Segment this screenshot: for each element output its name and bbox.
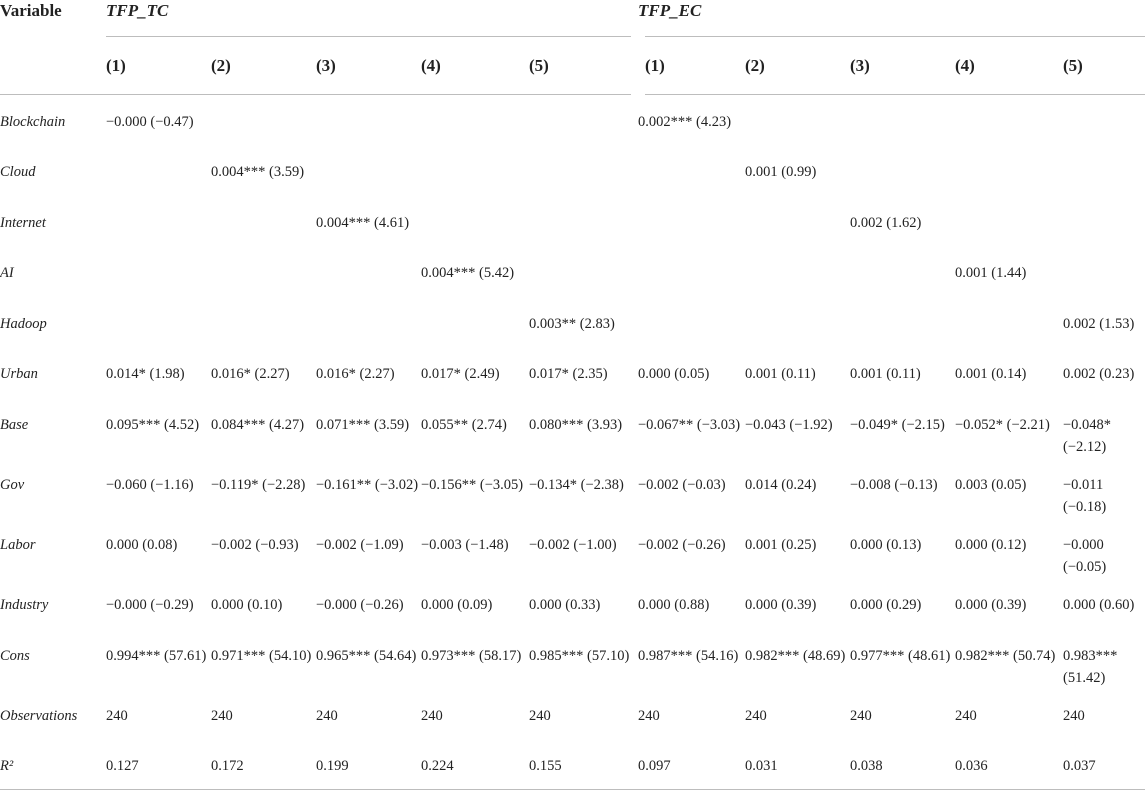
table-cell: −0.049* (−2.15) bbox=[850, 417, 945, 434]
table-cell bbox=[529, 246, 638, 297]
column-header: (3) bbox=[316, 37, 421, 95]
table-cell bbox=[421, 145, 529, 196]
table-row bbox=[0, 246, 1145, 297]
table-cell: −0.043 (−1.92) bbox=[745, 417, 833, 434]
table-cell: 0.000 (0.08) bbox=[106, 537, 178, 554]
table-cell: 0.971*** (54.10) bbox=[211, 647, 312, 664]
table-cell: 0.080*** (3.93) bbox=[529, 417, 623, 434]
table-cell: −0.060 (−1.16) bbox=[106, 477, 194, 494]
table-cell: −0.134* (−2.38) bbox=[529, 477, 624, 494]
table-cell: 0.973*** (58.17) bbox=[421, 647, 522, 664]
table-cell: 0.001 (1.44) bbox=[955, 265, 1027, 282]
table-cell bbox=[638, 246, 745, 297]
table-cell: 0.002 (0.23) bbox=[1063, 366, 1135, 383]
table-cell: 0.017* (2.49) bbox=[421, 366, 500, 383]
table-cell bbox=[106, 246, 211, 297]
table-cell: 0.004*** (3.59) bbox=[211, 164, 305, 181]
table-cell: −0.008 (−0.13) bbox=[850, 477, 938, 494]
table-cell: 240 bbox=[529, 707, 551, 724]
row-variable-name: Blockchain bbox=[0, 114, 66, 130]
table-cell: 0.000 (0.29) bbox=[850, 597, 922, 614]
table-cell: 0.002 (1.53) bbox=[1063, 315, 1135, 332]
table-cell: 0.000 (0.10) bbox=[211, 597, 283, 614]
row-variable-name: R² bbox=[0, 739, 106, 790]
table-cell bbox=[316, 95, 421, 146]
table-cell bbox=[106, 196, 211, 247]
table-cell: 0.036 bbox=[955, 739, 1063, 790]
table-cell: 0.000 (0.13) bbox=[850, 537, 922, 554]
row-variable-name: Cons bbox=[0, 647, 30, 664]
table-cell: 0.084*** (4.27) bbox=[211, 417, 305, 434]
table-cell: 0.985*** (57.10) bbox=[529, 647, 630, 664]
table-cell: −0.002 (−0.26) bbox=[638, 537, 726, 554]
table-cell bbox=[211, 246, 316, 297]
table-cell: 0.003 (0.05) bbox=[955, 477, 1027, 494]
table-cell: −0.067** (−3.03) bbox=[638, 417, 741, 434]
table-row bbox=[0, 578, 1145, 629]
table-cell: 0.155 bbox=[529, 739, 638, 790]
table-cell: 0.000 (0.12) bbox=[955, 537, 1027, 554]
column-header: (2) bbox=[211, 37, 316, 95]
column-header: (5) bbox=[1063, 37, 1145, 95]
header-blank bbox=[0, 37, 106, 95]
table-cell bbox=[316, 145, 421, 196]
table-cell: 0.965*** (54.64) bbox=[316, 647, 417, 664]
row-variable-name: Cloud bbox=[0, 164, 36, 181]
table-row bbox=[0, 95, 1145, 146]
table-cell bbox=[1063, 196, 1145, 247]
row-variable-name: Labor bbox=[0, 537, 36, 554]
row-variable-name: Hadoop bbox=[0, 315, 47, 332]
table-cell: −0.011 (−0.18) bbox=[1063, 477, 1107, 516]
table-cell bbox=[1063, 246, 1145, 297]
row-variable-name: Gov bbox=[0, 477, 25, 494]
group-header-tfp-ec: TFP_EC bbox=[638, 1, 702, 20]
table-cell bbox=[638, 297, 745, 348]
table-cell: 0.095*** (4.52) bbox=[106, 417, 200, 434]
table-cell: −0.002 (−1.09) bbox=[316, 537, 404, 554]
table-cell bbox=[316, 297, 421, 348]
table-cell: 0.127 bbox=[106, 739, 211, 790]
table-row bbox=[0, 689, 1145, 740]
table-cell: 0.172 bbox=[211, 739, 316, 790]
table-cell: 0.000 (0.09) bbox=[421, 597, 493, 614]
table-cell: −0.000 (−0.29) bbox=[106, 597, 194, 614]
table-cell: 0.001 (0.11) bbox=[850, 366, 921, 383]
table-cell: −0.002 (−1.00) bbox=[529, 537, 617, 554]
row-variable-name: Internet bbox=[0, 214, 46, 231]
table-cell: 0.224 bbox=[421, 739, 529, 790]
table-cell: 0.199 bbox=[316, 739, 421, 790]
table-cell: −0.119* (−2.28) bbox=[211, 477, 306, 494]
table-cell bbox=[316, 246, 421, 297]
table-cell: 0.000 (0.05) bbox=[638, 366, 710, 383]
table-cell bbox=[529, 196, 638, 247]
header-row-groups bbox=[0, 0, 1145, 37]
table-cell: −0.000 (−0.26) bbox=[316, 597, 404, 614]
table-cell bbox=[421, 95, 529, 146]
table-row bbox=[0, 739, 1145, 790]
table-cell: −0.000 (−0.47) bbox=[106, 114, 194, 130]
table-cell bbox=[745, 95, 850, 146]
table-cell: 240 bbox=[638, 707, 660, 724]
table-cell: 0.994*** (57.61) bbox=[106, 647, 207, 664]
table-cell: 0.000 (0.39) bbox=[745, 597, 817, 614]
table-cell bbox=[638, 145, 745, 196]
table-cell: 0.982*** (48.69) bbox=[745, 647, 846, 664]
table-row bbox=[0, 458, 1145, 518]
table-cell: 0.003** (2.83) bbox=[529, 315, 615, 332]
table-cell bbox=[745, 196, 850, 247]
table-cell: 0.014* (1.98) bbox=[106, 366, 185, 383]
row-variable-name: AI bbox=[0, 265, 14, 282]
table-cell bbox=[638, 196, 745, 247]
table-cell: 0.031 bbox=[745, 739, 850, 790]
table-row bbox=[0, 347, 1145, 398]
table-cell bbox=[745, 246, 850, 297]
table-cell: −0.002 (−0.93) bbox=[211, 537, 299, 554]
table-cell: −0.003 (−1.48) bbox=[421, 537, 509, 554]
table-cell: 0.983*** (51.42) bbox=[1063, 647, 1118, 686]
table-cell: 240 bbox=[106, 707, 128, 724]
row-variable-name: Base bbox=[0, 417, 29, 434]
table-cell: 0.037 bbox=[1063, 739, 1145, 790]
table-cell: 240 bbox=[421, 707, 443, 724]
table-cell: 240 bbox=[850, 707, 872, 724]
header-row-columns bbox=[0, 37, 1145, 95]
table-cell: 0.016* (2.27) bbox=[211, 366, 290, 383]
table-cell bbox=[529, 95, 638, 146]
table-cell: 240 bbox=[955, 707, 977, 724]
table-cell: 0.097 bbox=[638, 739, 745, 790]
table-cell: 0.000 (0.39) bbox=[955, 597, 1027, 614]
column-header: (3) bbox=[850, 37, 955, 95]
table-cell bbox=[211, 297, 316, 348]
table-cell: 240 bbox=[745, 707, 767, 724]
table-cell: 0.987*** (54.16) bbox=[638, 647, 739, 664]
table-cell: 0.017* (2.35) bbox=[529, 366, 608, 383]
table-row bbox=[0, 145, 1145, 196]
table-cell: −0.002 (−0.03) bbox=[638, 477, 726, 494]
column-header: (4) bbox=[955, 37, 1063, 95]
table-cell: 0.001 (0.14) bbox=[955, 366, 1027, 383]
table-cell: 0.016* (2.27) bbox=[316, 366, 395, 383]
table-cell bbox=[211, 95, 316, 146]
table-cell: 0.977*** (48.61) bbox=[850, 647, 951, 664]
table-cell bbox=[211, 196, 316, 247]
table-cell: 240 bbox=[211, 707, 233, 724]
column-header: (5) bbox=[529, 37, 638, 95]
column-header: (4) bbox=[421, 37, 529, 95]
table-row bbox=[0, 398, 1145, 458]
column-header: (1) bbox=[106, 37, 211, 95]
table-cell bbox=[1063, 95, 1145, 146]
table-cell bbox=[106, 297, 211, 348]
table-cell: 0.002*** (4.23) bbox=[638, 114, 732, 130]
table-cell: −0.000 (−0.05) bbox=[1063, 537, 1107, 576]
table-row bbox=[0, 629, 1145, 689]
table-cell: 0.055** (2.74) bbox=[421, 417, 507, 434]
table-cell: 0.000 (0.60) bbox=[1063, 597, 1135, 614]
table-cell bbox=[955, 145, 1063, 196]
table-cell: −0.052* (−2.21) bbox=[955, 417, 1050, 434]
row-variable-name: Industry bbox=[0, 597, 49, 614]
row-variable-name: Urban bbox=[0, 366, 38, 383]
table-cell: 240 bbox=[1063, 707, 1085, 724]
table-cell bbox=[421, 297, 529, 348]
table-cell bbox=[850, 297, 955, 348]
column-header: (1) bbox=[638, 37, 745, 95]
table-cell bbox=[529, 145, 638, 196]
table-row bbox=[0, 518, 1145, 578]
table-cell: −0.156** (−3.05) bbox=[421, 477, 524, 494]
table-cell bbox=[1063, 145, 1145, 196]
variable-header: Variable bbox=[0, 1, 62, 20]
table-cell: 0.982*** (50.74) bbox=[955, 647, 1056, 664]
table-cell: 0.014 (0.24) bbox=[745, 477, 817, 494]
table-cell bbox=[850, 145, 955, 196]
table-cell: 0.004*** (5.42) bbox=[421, 265, 515, 282]
table-cell: 0.001 (0.99) bbox=[745, 164, 817, 181]
column-header: (2) bbox=[745, 37, 850, 95]
table-cell: −0.161** (−3.02) bbox=[316, 477, 419, 494]
table-cell bbox=[106, 145, 211, 196]
table-cell bbox=[955, 95, 1063, 146]
table-cell: 0.002 (1.62) bbox=[850, 214, 922, 231]
table-cell: 0.000 (0.33) bbox=[529, 597, 601, 614]
table-row bbox=[0, 196, 1145, 247]
table-cell: 0.071*** (3.59) bbox=[316, 417, 410, 434]
table-cell bbox=[745, 297, 850, 348]
table-cell: 0.004*** (4.61) bbox=[316, 214, 410, 231]
table-cell bbox=[421, 196, 529, 247]
table-body bbox=[0, 95, 1145, 790]
table-cell: 0.001 (0.11) bbox=[745, 366, 816, 383]
row-variable-name: Observations bbox=[0, 707, 78, 724]
table-cell: 0.038 bbox=[850, 739, 955, 790]
table-cell: 240 bbox=[316, 707, 338, 724]
group-header-tfp-tc: TFP_TC bbox=[106, 1, 169, 20]
table-cell bbox=[850, 95, 955, 146]
table-cell: 0.001 (0.25) bbox=[745, 537, 817, 554]
table-cell bbox=[850, 246, 955, 297]
table-row bbox=[0, 297, 1145, 348]
table-cell: 0.000 (0.88) bbox=[638, 597, 710, 614]
table-cell bbox=[955, 196, 1063, 247]
table-cell bbox=[955, 297, 1063, 348]
table-cell: −0.048* (−2.12) bbox=[1063, 417, 1112, 456]
